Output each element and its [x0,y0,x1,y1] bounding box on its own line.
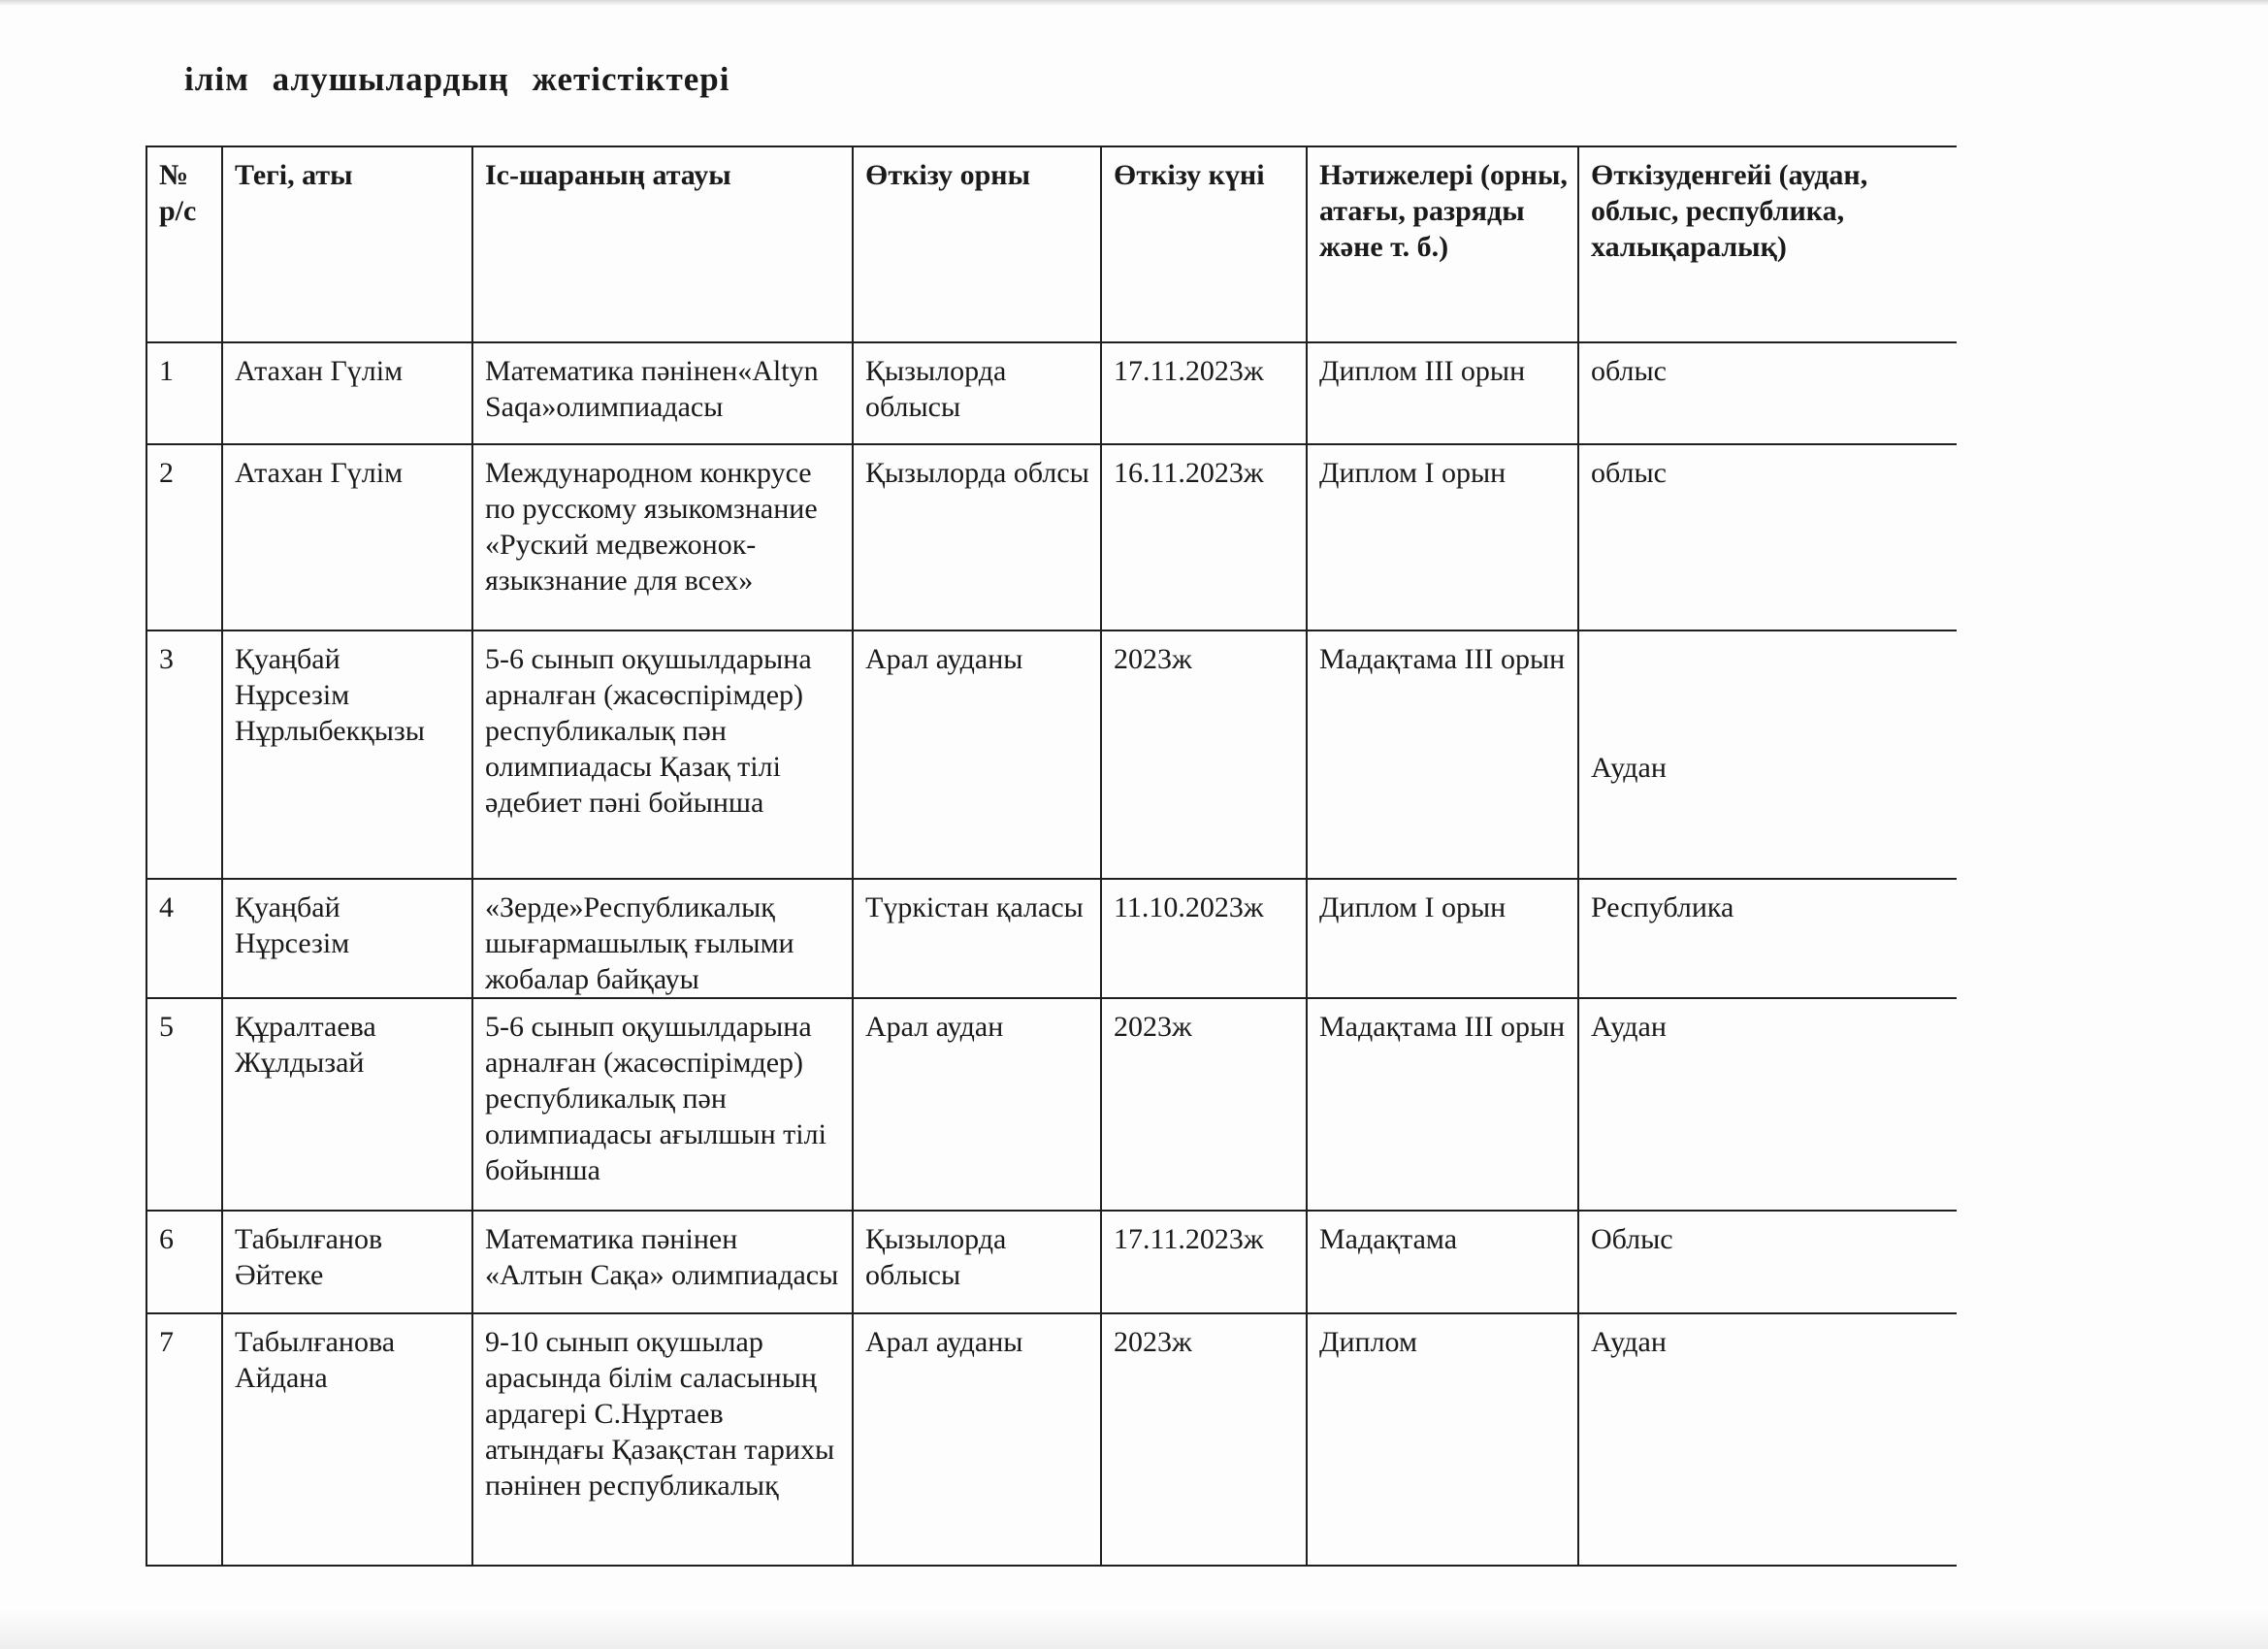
table-row [146,1313,1957,1566]
cell-place: Қызылорда облсы [853,444,1101,630]
cell-number: 3 [146,630,222,879]
cell-date: 2023ж [1101,998,1307,1211]
cell-result: Диплом [1307,1313,1578,1566]
table-row [146,630,1957,879]
cell-name: Табылғанова Айдана [222,1313,472,1566]
cell-event: 9-10 сынып оқушылар арасында білім саласының ардагері С.Нұртаев атындағы Қазақстан тарихы пәнінен республикалық [472,1313,853,1566]
cell-result: Мадақтама III орын [1307,630,1578,879]
header-place: Өткізу орны [853,146,1101,342]
table-row [146,444,1957,630]
cell-number: 5 [146,998,222,1211]
header-event: Іс-шараның атауы [472,146,853,342]
cell-level: Облыс [1578,1211,1957,1313]
cell-number: 7 [146,1313,222,1566]
cell-result: Диплом I орын [1307,444,1578,630]
cell-event: Международном конкрусе по русскому языкомзнание «Руский медвежонок-языкзнание для всех» [472,444,853,630]
cell-place: Арал ауданы [853,630,1101,879]
table-row [146,342,1957,444]
cell-place: Арал ауданы [853,1313,1101,1566]
table-row [146,879,1957,998]
cell-date: 11.10.2023ж [1101,879,1307,998]
cell-level [1578,630,1957,879]
cell-date: 2023ж [1101,630,1307,879]
cell-result: Диплом III орын [1307,342,1578,444]
header-level: Өткізуденгейі (аудан, облыс, республика, халықаралық) [1578,146,1957,342]
achievements-table-container [146,146,1957,1583]
cell-date: 16.11.2023ж [1101,444,1307,630]
cell-date: 17.11.2023ж [1101,342,1307,444]
cell-number: 6 [146,1211,222,1313]
cell-result: Диплом I орын [1307,879,1578,998]
achievements-table [146,146,1957,1567]
cell-event: 5-6 сынып оқушылдарына арналған (жасөспірімдер) республикалық пән олимпиадасы Қазақ тілі әдебиет пәні бойынша [472,630,853,879]
cell-level: облыс [1578,342,1957,444]
cell-number: 1 [146,342,222,444]
cell-level: Республика [1578,879,1957,998]
cell-result: Мадақтама [1307,1211,1578,1313]
cell-name: Атахан Гүлім [222,444,472,630]
header-number: № р/с [146,146,222,342]
cell-date: 17.11.2023ж [1101,1211,1307,1313]
cell-event: 5-6 сынып оқушылдарына арналған (жасөспірімдер) республикалық пән олимпиадасы ағылшын тілі бойынша [472,998,853,1211]
cell-name: Атахан Гүлім [222,342,472,444]
cell-event: Математика пәнінен «Алтын Сақа» олимпиадасы [472,1211,853,1313]
cell-level-text: Аудан [1591,752,1667,784]
cell-result: Мадақтама III орын [1307,998,1578,1211]
cell-name: Құралтаева Жұлдызай [222,998,472,1211]
scan-edge-bottom [0,1610,2268,1649]
table-row [146,998,1957,1211]
header-name: Тегі, аты [222,146,472,342]
cell-date: 2023ж [1101,1313,1307,1566]
cell-event: Математика пәнінен«Altyn Saqa»олимпиадасы [472,342,853,444]
table-header-row [146,146,1957,342]
cell-name: Қуаңбай Нұрсезім Нұрлыбекқызы [222,630,472,879]
document-title: ілім алушылардың жетістіктері [184,60,730,98]
cell-level: Аудан [1578,1313,1957,1566]
header-result: Нәтижелері (орны, атағы, разряды және т. б.) [1307,146,1578,342]
cell-name: Табылғанов Әйтеке [222,1211,472,1313]
cell-number: 2 [146,444,222,630]
cell-place: Арал аудан [853,998,1101,1211]
header-date: Өткізу күні [1101,146,1307,342]
table-row [146,1211,1957,1313]
cell-place: Түркістан қаласы [853,879,1101,998]
cell-name: Қуаңбай Нұрсезім [222,879,472,998]
cell-event: «Зерде»Республикалық шығармашылық ғылыми жобалар байқауы [472,879,853,998]
cell-place: Қызылорда облысы [853,342,1101,444]
cell-level: Аудан [1578,998,1957,1211]
scan-edge-top [0,0,2268,6]
cell-place: Қызылорда облысы [853,1211,1101,1313]
cell-level: облыс [1578,444,1957,630]
cell-number: 4 [146,879,222,998]
